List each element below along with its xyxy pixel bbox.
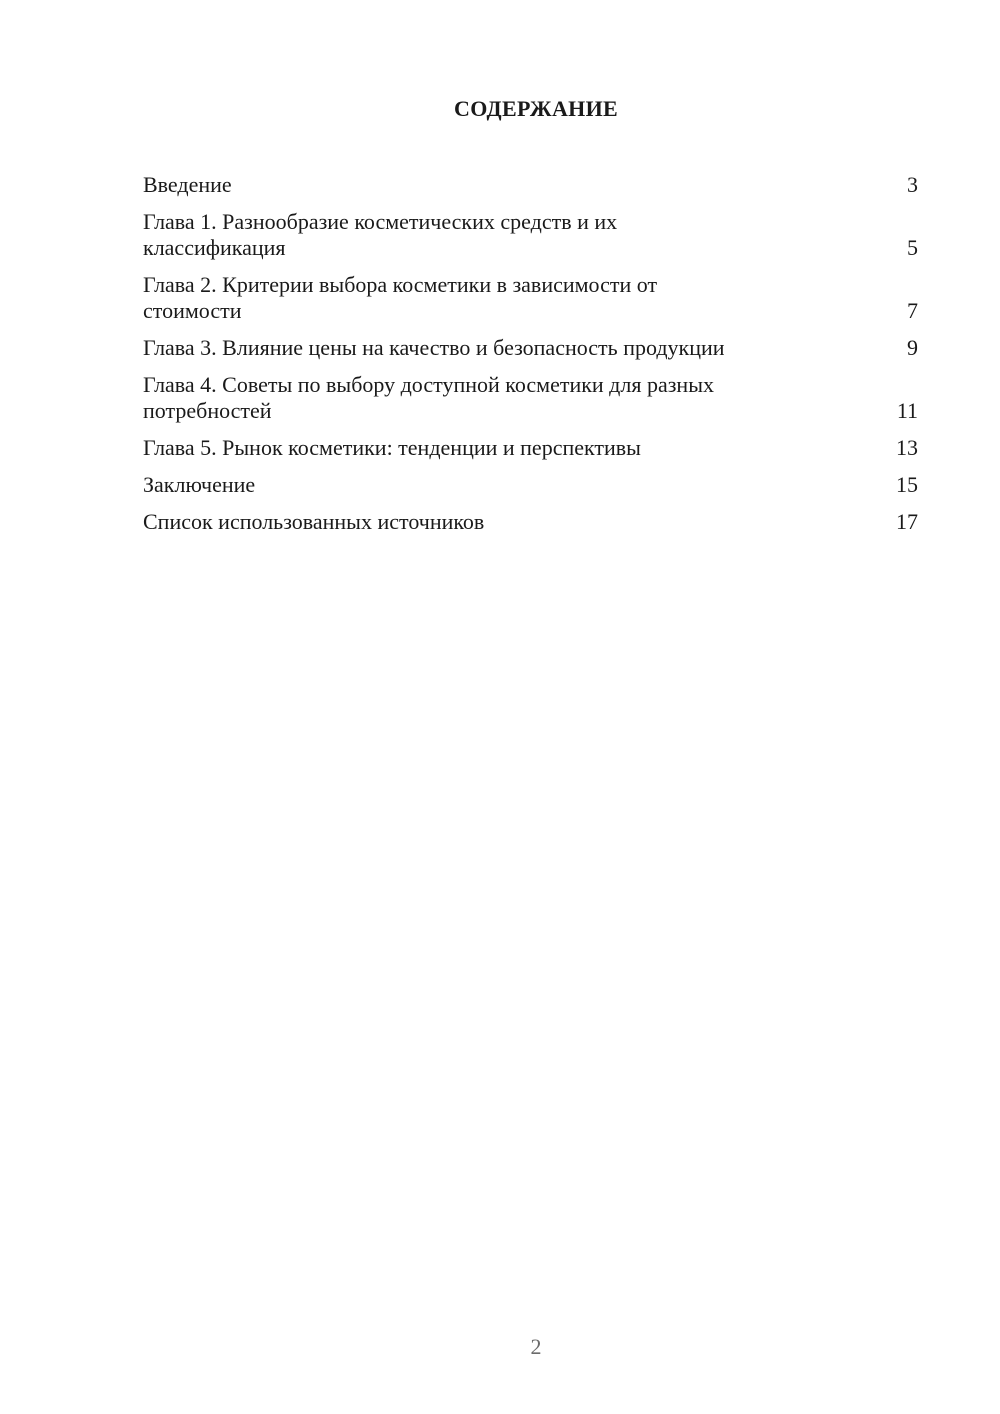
toc-entry-chapter-5[interactable] <box>143 435 918 461</box>
toc-entry-chapter-4[interactable] <box>143 372 918 424</box>
toc-entry-title <box>143 472 813 498</box>
toc-entry-conclusion[interactable] <box>143 472 918 498</box>
toc-entry-page-number: 3 <box>907 172 918 197</box>
toc-entry-title <box>143 209 813 261</box>
toc-entry-line: Глава 5. Рынок косметики: тенденции и перспективы <box>143 435 641 460</box>
toc-entry-title <box>143 335 813 361</box>
toc-entry-chapter-2[interactable] <box>143 272 918 324</box>
toc-entry-page-number: 5 <box>907 235 918 260</box>
toc-entry-page-number: 11 <box>896 398 918 423</box>
toc-entry-line: Введение <box>143 172 232 197</box>
toc-entry-references[interactable] <box>143 509 918 535</box>
toc-entry-page-number: 13 <box>896 435 918 460</box>
toc-entry-line: Список использованных источников <box>143 509 485 534</box>
toc-entry-line: Заключение <box>143 472 256 497</box>
toc-entry-line: потребностей <box>143 398 272 423</box>
toc-entry-introduction[interactable] <box>143 172 918 198</box>
toc-entry-chapter-3[interactable] <box>143 335 918 361</box>
toc-entry-title <box>143 509 813 535</box>
toc-entry-title <box>143 272 813 324</box>
toc-entry-line: стоимости <box>143 298 242 323</box>
toc-entry-page-number: 15 <box>896 472 918 497</box>
toc-entry-page-number: 7 <box>907 298 918 323</box>
toc-entry-title <box>143 372 813 424</box>
toc-entry-line: Глава 1. Разнообразие косметических средств и их <box>143 209 618 234</box>
toc-entry-title <box>143 172 813 198</box>
toc-entry-line: Глава 2. Критерии выбора косметики в зависимости от <box>143 272 658 297</box>
toc-entry-title <box>143 435 813 461</box>
toc-entry-page-number: 9 <box>907 335 918 360</box>
toc-entry-chapter-1[interactable] <box>143 209 918 261</box>
toc-entry-line: Глава 3. Влияние цены на качество и безопасность продукции <box>143 335 725 360</box>
toc-entry-page-number: 17 <box>896 509 918 534</box>
table-of-contents <box>143 172 918 546</box>
toc-entry-line: Глава 4. Советы по выбору доступной косметики для разных <box>143 372 714 397</box>
toc-entry-line: классификация <box>143 235 286 260</box>
page-title: СОДЕРЖАНИЕ <box>454 96 618 121</box>
page-number: 2 <box>530 1334 542 1359</box>
